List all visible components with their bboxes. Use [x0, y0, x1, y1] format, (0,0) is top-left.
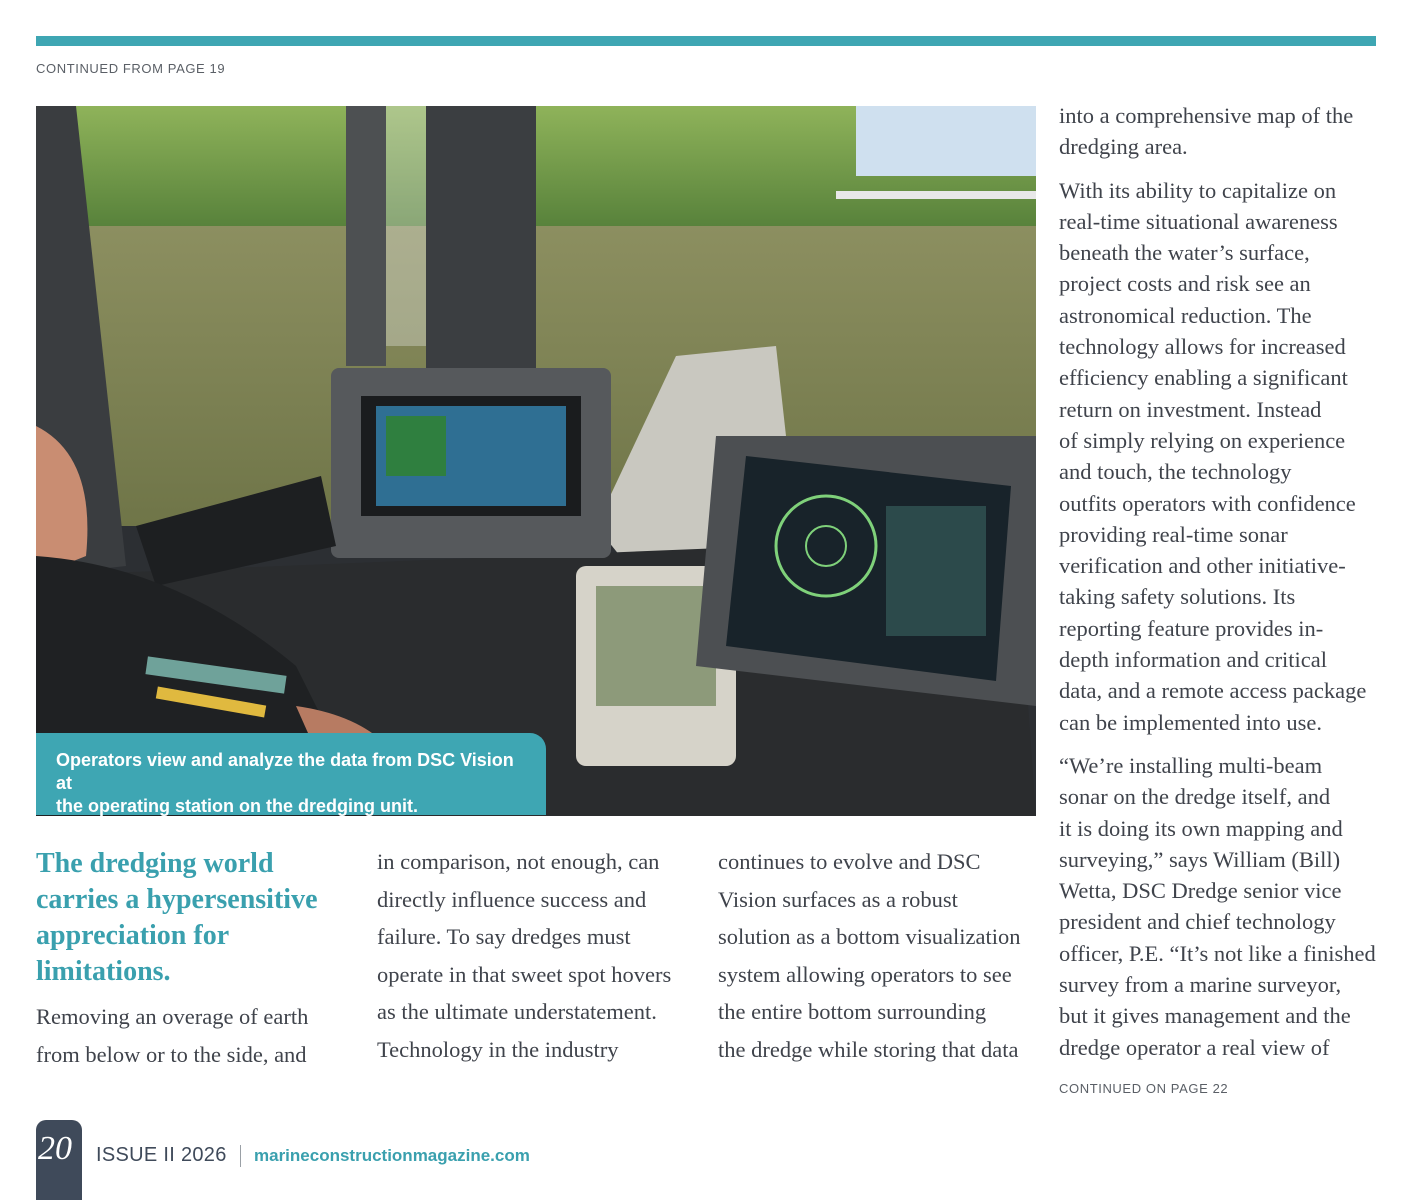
- paragraph: [1059, 750, 1389, 1063]
- body-line: and touch, the technology: [1059, 459, 1292, 485]
- body-line: beneath the water’s surface,: [1059, 240, 1310, 266]
- body-line: “We’re installing multi-beam: [1059, 752, 1323, 778]
- body-line: Wetta, DSC Dredge senior vice: [1059, 878, 1342, 904]
- body-line: operate in that sweet spot hovers: [377, 961, 672, 987]
- body-line: technology allows for increased: [1059, 334, 1346, 360]
- page-number: 20: [38, 1130, 72, 1167]
- paragraph: [1059, 100, 1389, 163]
- body-line: directly influence success and: [377, 886, 647, 912]
- body-line: reporting feature provides in-: [1059, 615, 1324, 641]
- caption-line: the operating station on the dredging unit.: [56, 796, 418, 816]
- body-line: astronomical reduction. The: [1059, 302, 1312, 328]
- body-line: failure. To say dredges must: [377, 924, 631, 949]
- pull-quote-line: limitations.: [36, 956, 171, 987]
- top-accent-bar: [36, 36, 1376, 46]
- body-line: Vision surfaces as a robust: [718, 886, 958, 912]
- body-line: taking safety solutions. Its: [1059, 584, 1296, 610]
- body-line: dredging area.: [1059, 134, 1188, 160]
- caption-line: Operators view and analyze the data from DSC Vision at: [56, 750, 514, 793]
- body-line: project costs and risk see an: [1059, 271, 1311, 297]
- continued-on-label: CONTINUED ON PAGE 22: [1059, 1081, 1229, 1096]
- body-line: efficiency enabling a significant: [1059, 365, 1348, 391]
- body-line: providing real-time sonar: [1059, 521, 1288, 547]
- body-line: from below or to the side, and: [36, 1041, 307, 1067]
- body-line: verification and other initiative-: [1059, 553, 1346, 579]
- body-line: the entire bottom surrounding: [718, 999, 987, 1024]
- body-line: system allowing operators to see: [718, 961, 1012, 987]
- photo-caption: [36, 733, 546, 815]
- body-line: return on investment. Instead: [1059, 396, 1322, 422]
- body-line: survey from a marine surveyor,: [1059, 972, 1342, 998]
- body-line: of simply relying on experience: [1059, 427, 1346, 453]
- website-link[interactable]: marineconstructionmagazine.com: [254, 1146, 530, 1165]
- body-line: president and chief technology: [1059, 909, 1336, 935]
- pull-quote-line: appreciation for: [36, 920, 230, 951]
- body-line: Technology in the industry: [377, 1036, 619, 1062]
- article-photo: [36, 106, 1036, 816]
- body-line: but it gives management and the: [1059, 1003, 1351, 1029]
- body-line: Removing an overage of earth: [36, 1004, 309, 1029]
- body-line: dredge operator a real view of: [1059, 1034, 1330, 1060]
- body-line: in comparison, not enough, can: [377, 849, 660, 874]
- body-line: real-time situational awareness: [1059, 208, 1338, 234]
- body-line: as the ultimate understatement.: [377, 999, 657, 1024]
- body-column-3: [718, 843, 1020, 1068]
- pull-quote-line: The dredging world: [36, 848, 274, 879]
- body-line: can be implemented into use.: [1059, 709, 1323, 735]
- body-column-1: [36, 998, 308, 1073]
- body-line: officer, P.E. “It’s not like a finished: [1059, 940, 1376, 966]
- body-line: continues to evolve and DSC: [718, 849, 981, 874]
- body-line: it is doing its own mapping and: [1059, 815, 1343, 841]
- body-line: data, and a remote access package: [1059, 678, 1367, 704]
- continued-from-label: CONTINUED FROM PAGE 19: [36, 61, 226, 76]
- body-line: the dredge while storing that data: [718, 1036, 1019, 1062]
- body-line: outfits operators with confidence: [1059, 490, 1356, 516]
- body-line: depth information and critical: [1059, 647, 1328, 673]
- body-line: into a comprehensive map of the: [1059, 103, 1354, 128]
- body-column-4: [1059, 100, 1389, 1075]
- issue-label: ISSUE II 2026: [96, 1144, 227, 1166]
- body-column-2: [377, 843, 671, 1068]
- body-line: With its ability to capitalize on: [1059, 177, 1337, 203]
- body-line: sonar on the dredge itself, and: [1059, 784, 1331, 810]
- body-line: surveying,” says William (Bill): [1059, 846, 1341, 872]
- pull-quote: [36, 846, 336, 990]
- body-line: solution as a bottom visualization: [718, 924, 1021, 949]
- footer-divider: [240, 1145, 241, 1167]
- pull-quote-line: carries a hypersensitive: [36, 884, 318, 915]
- paragraph: [1059, 175, 1389, 738]
